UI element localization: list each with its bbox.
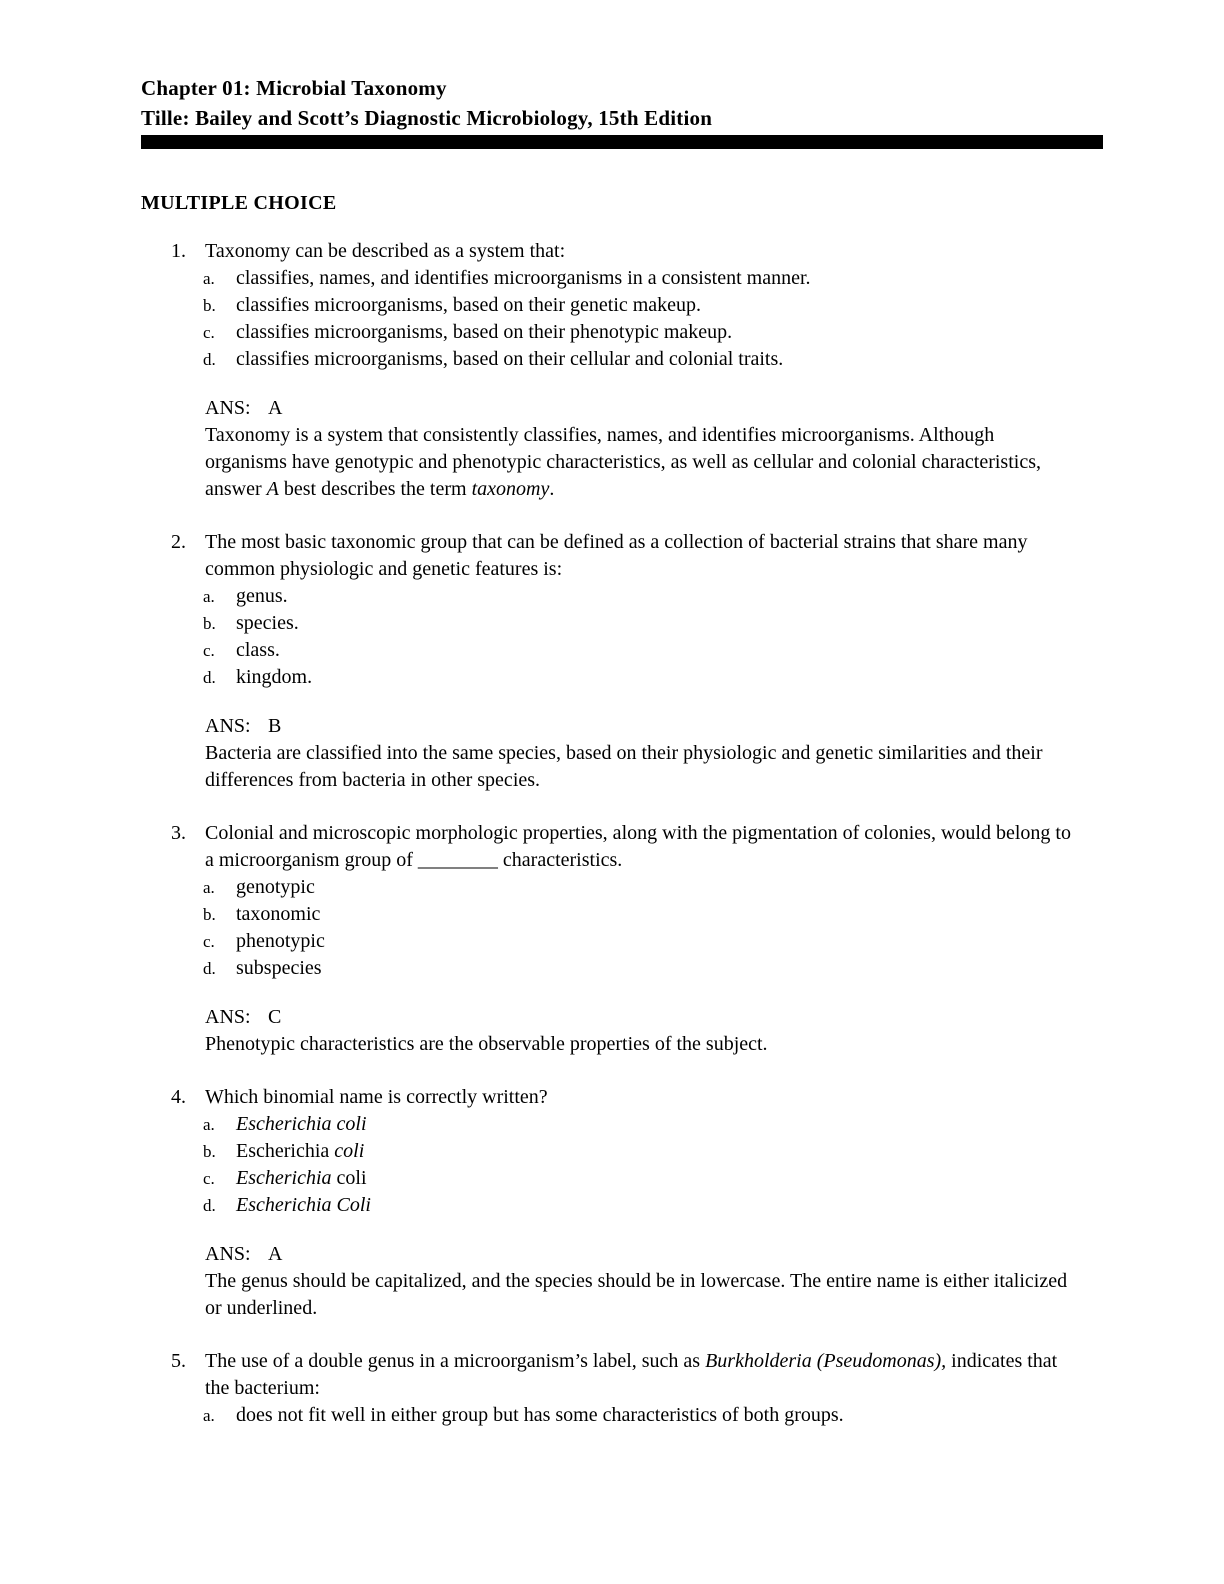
choice-text: classifies microorganisms, based on their genetic makeup. bbox=[236, 294, 702, 316]
choice-row bbox=[205, 1402, 1077, 1429]
question-number: 1. bbox=[171, 240, 186, 262]
answer-label: ANS: bbox=[205, 715, 251, 737]
question-number: 5. bbox=[171, 1350, 186, 1372]
question-stem: Taxonomy can be described as a system that: bbox=[205, 240, 566, 262]
document-header bbox=[141, 73, 1103, 149]
choice-text: taxonomic bbox=[236, 903, 321, 925]
question-list bbox=[141, 238, 1103, 1429]
choice-text: phenotypic bbox=[236, 930, 325, 952]
choice-row bbox=[205, 955, 1077, 982]
choice-letter: c. bbox=[203, 641, 215, 660]
choice-row bbox=[205, 1165, 1077, 1192]
question bbox=[141, 1348, 1103, 1429]
answer-value: A bbox=[268, 397, 283, 419]
choice-text: kingdom. bbox=[236, 666, 313, 688]
choice-letter: d. bbox=[203, 350, 216, 369]
choice-text: species. bbox=[236, 612, 299, 634]
choice-list bbox=[205, 583, 1077, 691]
choice-letter: b. bbox=[203, 296, 216, 315]
question-number: 2. bbox=[171, 531, 186, 553]
choice-row bbox=[205, 901, 1077, 928]
choice-text: Escherichia Coli bbox=[236, 1194, 371, 1216]
question-stem: Which binomial name is correctly written? bbox=[205, 1086, 548, 1108]
choice-text: genus. bbox=[236, 585, 288, 607]
answer-row bbox=[205, 395, 1077, 422]
choice-text: Escherichia coli bbox=[236, 1140, 365, 1162]
choice-text: subspecies bbox=[236, 957, 322, 979]
choice-letter: b. bbox=[203, 614, 216, 633]
question bbox=[141, 238, 1103, 503]
question bbox=[141, 820, 1103, 1058]
answer-row bbox=[205, 1004, 1077, 1031]
question-number: 4. bbox=[171, 1086, 186, 1108]
question-number: 3. bbox=[171, 822, 186, 844]
choice-row bbox=[205, 874, 1077, 901]
chapter-title: Chapter 01: Microbial Taxonomy bbox=[141, 76, 447, 100]
answer-feedback: Bacteria are classified into the same species, based on their physiologic and genetic similarities and their differences from bacteria in other species. bbox=[205, 742, 1043, 791]
choice-text: Escherichia coli bbox=[236, 1113, 367, 1135]
question-stem: The use of a double genus in a microorganism’s label, such as Burkholderia (Pseudomonas), indicates that the bacterium: bbox=[205, 1350, 1058, 1399]
choice-row bbox=[205, 583, 1077, 610]
choice-row bbox=[205, 610, 1077, 637]
choice-row bbox=[205, 1138, 1077, 1165]
choice-letter: d. bbox=[203, 959, 216, 978]
header-rule bbox=[141, 135, 1103, 149]
answer-feedback: The genus should be capitalized, and the species should be in lowercase. The entire name is either italicized or underlined. bbox=[205, 1270, 1068, 1319]
answer-label: ANS: bbox=[205, 397, 251, 419]
choice-letter: d. bbox=[203, 1196, 216, 1215]
answer-value: A bbox=[268, 1243, 283, 1265]
choice-row bbox=[205, 637, 1077, 664]
question-stem: The most basic taxonomic group that can be defined as a collection of bacterial strains that share many common physiologic and genetic features is: bbox=[205, 531, 1028, 580]
answer-row bbox=[205, 713, 1077, 740]
answer-row bbox=[205, 1241, 1077, 1268]
choice-letter: a. bbox=[203, 878, 215, 897]
answer-feedback: Taxonomy is a system that consistently classifies, names, and identifies microorganisms. Although organisms have genotypic and phenotypic characteristics, as well as cellular and colonial characteristics, answer A best describes the term taxonomy. bbox=[205, 424, 1041, 500]
answer-label: ANS: bbox=[205, 1006, 251, 1028]
choice-row bbox=[205, 265, 1077, 292]
choice-text: classifies microorganisms, based on their phenotypic makeup. bbox=[236, 321, 733, 343]
question bbox=[141, 1084, 1103, 1322]
question-stem: Colonial and microscopic morphologic properties, along with the pigmentation of colonies, would belong to a microorganism group of ________ characteristics. bbox=[205, 822, 1071, 871]
choice-list bbox=[205, 1402, 1077, 1429]
choice-row bbox=[205, 1192, 1077, 1219]
choice-row bbox=[205, 1111, 1077, 1138]
answer-label: ANS: bbox=[205, 1243, 251, 1265]
answer-value: C bbox=[268, 1006, 282, 1028]
choice-text: Escherichia coli bbox=[236, 1167, 367, 1189]
choice-letter: c. bbox=[203, 932, 215, 951]
answer-value: B bbox=[268, 715, 282, 737]
book-title: Tille: Bailey and Scott’s Diagnostic Microbiology, 15th Edition bbox=[141, 106, 713, 130]
choice-text: classifies microorganisms, based on their cellular and colonial traits. bbox=[236, 348, 784, 370]
choice-letter: c. bbox=[203, 1169, 215, 1188]
choice-row bbox=[205, 928, 1077, 955]
choice-row bbox=[205, 346, 1077, 373]
choice-letter: a. bbox=[203, 587, 215, 606]
choice-letter: b. bbox=[203, 905, 216, 924]
choice-text: classifies, names, and identifies microorganisms in a consistent manner. bbox=[236, 267, 811, 289]
choice-row bbox=[205, 319, 1077, 346]
choice-text: genotypic bbox=[236, 876, 315, 898]
answer-feedback: Phenotypic characteristics are the observable properties of the subject. bbox=[205, 1033, 768, 1055]
choice-row bbox=[205, 664, 1077, 691]
choice-row bbox=[205, 292, 1077, 319]
choice-letter: a. bbox=[203, 1406, 215, 1425]
choice-letter: a. bbox=[203, 269, 215, 288]
choice-list bbox=[205, 265, 1077, 373]
choice-letter: a. bbox=[203, 1115, 215, 1134]
choice-letter: c. bbox=[203, 323, 215, 342]
question bbox=[141, 529, 1103, 794]
choice-letter: b. bbox=[203, 1142, 216, 1161]
choice-list bbox=[205, 1111, 1077, 1219]
choice-text: class. bbox=[236, 639, 280, 661]
choice-text: does not fit well in either group but has some characteristics of both groups. bbox=[236, 1404, 844, 1426]
choice-letter: d. bbox=[203, 668, 216, 687]
section-title: MULTIPLE CHOICE bbox=[141, 192, 337, 214]
choice-list bbox=[205, 874, 1077, 982]
